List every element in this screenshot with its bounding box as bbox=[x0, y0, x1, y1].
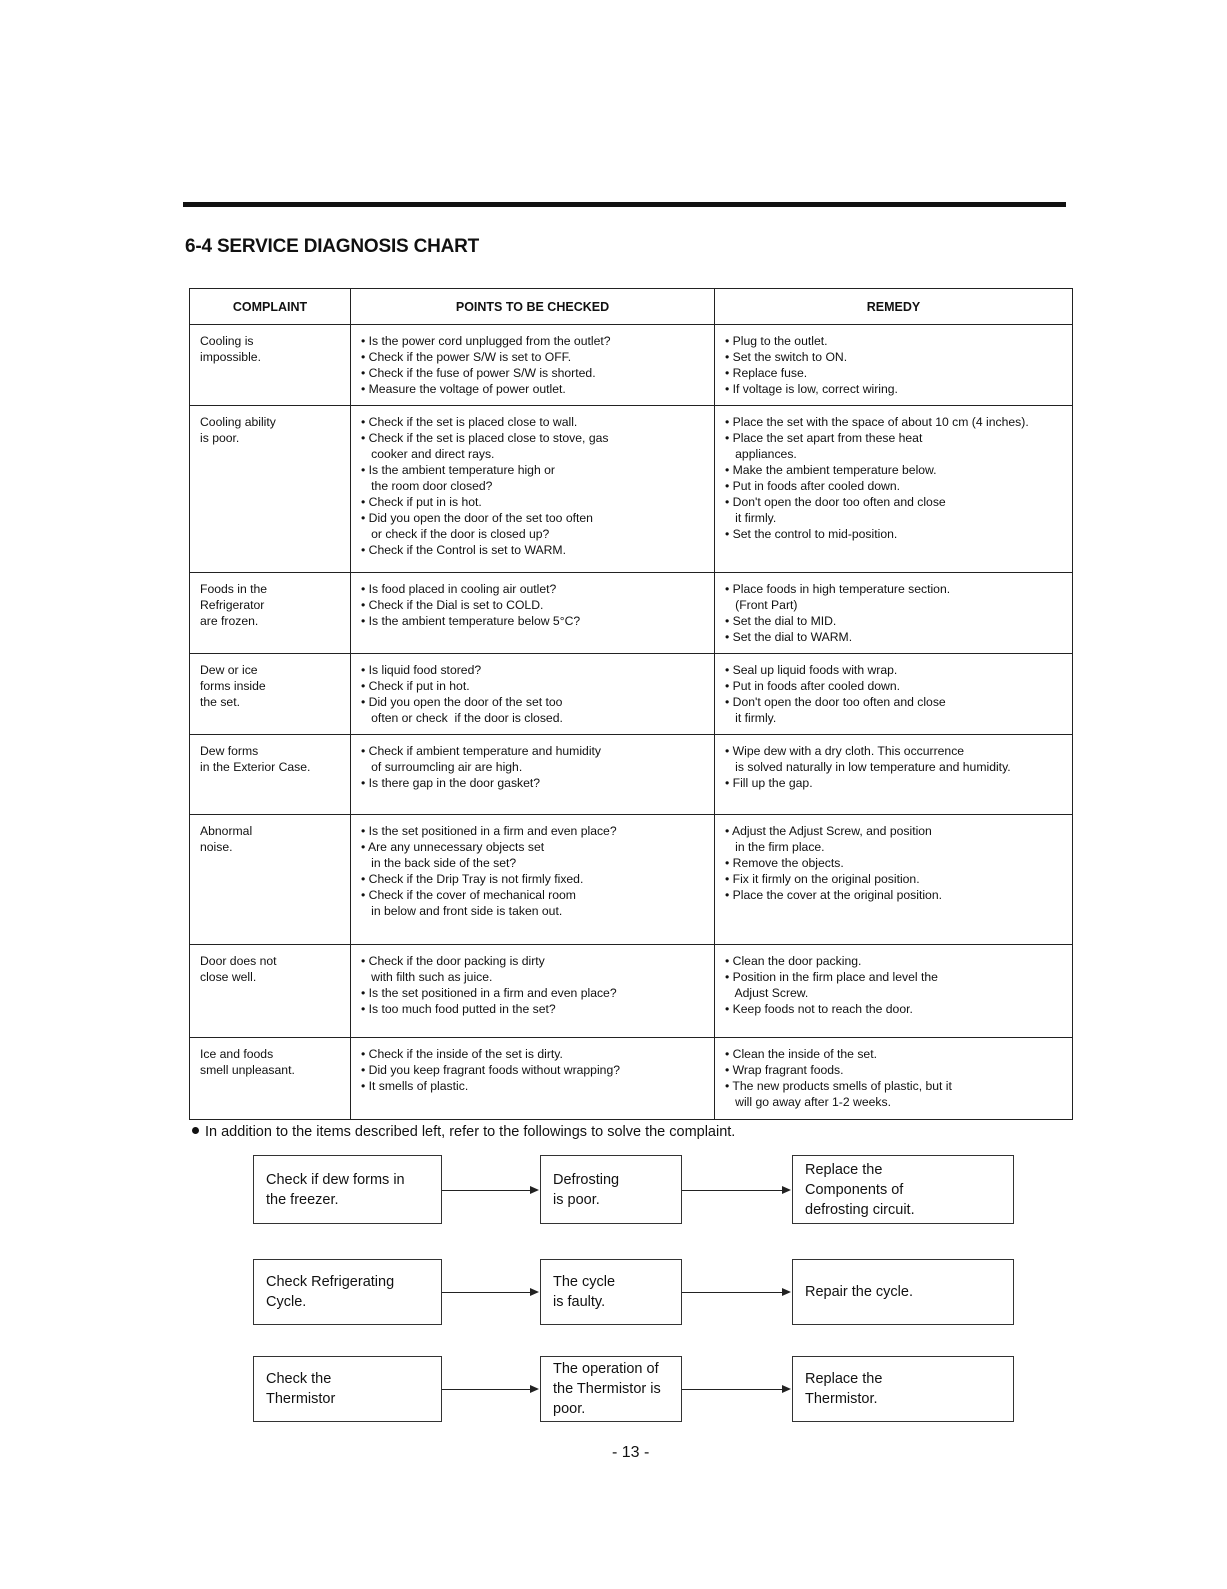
remedy-cell bbox=[715, 815, 1073, 945]
flow-text-line: the freezer. bbox=[266, 1192, 339, 1208]
cell-line: noise. bbox=[200, 840, 233, 854]
flow-text-line: The cycle bbox=[553, 1274, 616, 1290]
table-row bbox=[190, 945, 1073, 1038]
table-row bbox=[190, 735, 1073, 815]
remedy-cell bbox=[715, 945, 1073, 1038]
check-cell bbox=[351, 815, 715, 945]
flow-check-box bbox=[253, 1259, 442, 1325]
flow-text-line: Replace the bbox=[805, 1162, 883, 1178]
flow-text-line: The operation of bbox=[553, 1361, 659, 1377]
cell-line: Refrigerator bbox=[200, 598, 265, 612]
page-number: - 13 - bbox=[612, 1444, 650, 1461]
cell-line: Cooling ability bbox=[200, 415, 276, 429]
check-cell bbox=[351, 406, 715, 573]
cell-line: • Is food placed in cooling air outlet? bbox=[361, 582, 557, 596]
check-cell bbox=[351, 945, 715, 1038]
cell-line: of surroumcling air are high. bbox=[361, 760, 523, 774]
remedy-cell bbox=[715, 573, 1073, 654]
cell-line: cooker and direct rays. bbox=[361, 447, 495, 461]
flow-arrow-icon bbox=[442, 1190, 537, 1191]
flow-text-line: Thermistor. bbox=[805, 1391, 878, 1407]
flow-text-line: Check the bbox=[266, 1371, 332, 1387]
remedy-cell bbox=[715, 325, 1073, 406]
cell-line: • Set the dial to MID. bbox=[725, 614, 837, 628]
cell-line: Dew or ice bbox=[200, 663, 258, 677]
flow-text-line: Check Refrigerating bbox=[266, 1274, 395, 1290]
flow-text-line: Check if dew forms in bbox=[266, 1172, 405, 1188]
cell-line: • Put in foods after cooled down. bbox=[725, 679, 900, 693]
cell-line: • Is liquid food stored? bbox=[361, 663, 482, 677]
cell-line: the set. bbox=[200, 695, 240, 709]
remedy-cell bbox=[715, 1038, 1073, 1120]
cell-line: • Did you open the door of the set too often bbox=[361, 511, 593, 525]
cell-line: • Is the ambient temperature high or bbox=[361, 463, 555, 477]
cell-line: • Fill up the gap. bbox=[725, 776, 813, 790]
cell-line: • Wipe dew with a dry cloth. This occurrence bbox=[725, 744, 965, 758]
table-row bbox=[190, 406, 1073, 573]
check-cell bbox=[351, 654, 715, 735]
table-row bbox=[190, 654, 1073, 735]
cell-line: • Did you keep fragrant foods without wrapping? bbox=[361, 1063, 621, 1077]
cell-line: is poor. bbox=[200, 431, 240, 445]
flow-cause-box bbox=[540, 1356, 682, 1422]
flow-check-box bbox=[253, 1155, 442, 1224]
cell-line: • Plug to the outlet. bbox=[725, 334, 828, 348]
table-row bbox=[190, 1038, 1073, 1120]
flow-arrow-icon bbox=[682, 1389, 789, 1390]
diagnosis-table bbox=[189, 288, 1073, 1120]
flow-text-line: is poor. bbox=[553, 1192, 600, 1208]
cell-line: • Place foods in high temperature section. bbox=[725, 582, 951, 596]
cell-line: • Are any unnecessary objects set bbox=[361, 840, 545, 854]
cell-line: are frozen. bbox=[200, 614, 259, 628]
note-label: In addition to the items described left, refer to the followings to solve the complaint. bbox=[205, 1124, 736, 1140]
cell-line: • Check if the power S/W is set to OFF. bbox=[361, 350, 572, 364]
cell-line: in the firm place. bbox=[725, 840, 825, 854]
cell-line: is solved naturally in low temperature and humidity. bbox=[725, 760, 1011, 774]
cell-line: • Place the set with the space of about 10 cm (4 inches). bbox=[725, 415, 1029, 429]
cell-line: • Is the set positioned in a firm and even place? bbox=[361, 986, 617, 1000]
cell-line: Adjust Screw. bbox=[725, 986, 809, 1000]
complaint-cell bbox=[190, 735, 351, 815]
cell-line: • Keep foods not to reach the door. bbox=[725, 1002, 913, 1016]
cell-line: • Set the switch to ON. bbox=[725, 350, 848, 364]
table-row bbox=[190, 325, 1073, 406]
cell-line: • Check if the Control is set to WARM. bbox=[361, 543, 566, 557]
complaint-cell bbox=[190, 654, 351, 735]
cell-line: • It smells of plastic. bbox=[361, 1079, 469, 1093]
cell-line: Cooling is bbox=[200, 334, 254, 348]
cell-line: • If voltage is low, correct wiring. bbox=[725, 382, 898, 396]
cell-line: • Put in foods after cooled down. bbox=[725, 479, 900, 493]
cell-line: Dew forms bbox=[200, 744, 259, 758]
cell-line: • Did you open the door of the set too bbox=[361, 695, 563, 709]
cell-line: Abnormal bbox=[200, 824, 253, 838]
cell-line: • Remove the objects. bbox=[725, 856, 844, 870]
cell-line: • Is too much food putted in the set? bbox=[361, 1002, 556, 1016]
cell-line: • Wrap fragrant foods. bbox=[725, 1063, 844, 1077]
top-rule bbox=[183, 202, 1066, 207]
flow-text-line: poor. bbox=[553, 1401, 586, 1417]
complaint-cell bbox=[190, 325, 351, 406]
cell-line: it firmly. bbox=[725, 511, 777, 525]
cell-line: • Is the ambient temperature below 5°C? bbox=[361, 614, 581, 628]
cell-line: in the back side of the set? bbox=[361, 856, 517, 870]
table-body bbox=[190, 325, 1073, 1120]
table-header-row bbox=[190, 289, 1073, 325]
cell-line: • Check if the inside of the set is dirty. bbox=[361, 1047, 563, 1061]
cell-line: • The new products smells of plastic, but it bbox=[725, 1079, 952, 1093]
cell-line: or check if the door is closed up? bbox=[361, 527, 550, 541]
cell-line: • Check if the cover of mechanical room bbox=[361, 888, 576, 902]
cell-line: • Position in the firm place and level the bbox=[725, 970, 938, 984]
flow-text-line: defrosting circuit. bbox=[805, 1202, 915, 1218]
table-row bbox=[190, 573, 1073, 654]
cell-line: • Don't open the door too often and close bbox=[725, 495, 946, 509]
cell-line: Door does not bbox=[200, 954, 277, 968]
complaint-cell bbox=[190, 573, 351, 654]
cell-line: • Is the set positioned in a firm and even place? bbox=[361, 824, 617, 838]
cell-line: in below and front side is taken out. bbox=[361, 904, 563, 918]
cell-line: • Check if the Drip Tray is not firmly fixed. bbox=[361, 872, 584, 886]
complaint-cell bbox=[190, 1038, 351, 1120]
cell-line: the room door closed? bbox=[361, 479, 493, 493]
flow-text-line: Repair the cycle. bbox=[805, 1284, 913, 1300]
cell-line: • Check if the fuse of power S/W is shorted. bbox=[361, 366, 596, 380]
cell-line: • Set the control to mid-position. bbox=[725, 527, 898, 541]
cell-line: • Make the ambient temperature below. bbox=[725, 463, 937, 477]
cell-line: • Clean the door packing. bbox=[725, 954, 862, 968]
header-points-to-check: POINTS TO BE CHECKED bbox=[351, 289, 715, 325]
cell-line: often or check if the door is closed. bbox=[361, 711, 563, 725]
cell-line: • Check if ambient temperature and humidity bbox=[361, 744, 602, 758]
cell-line: • Check if the Dial is set to COLD. bbox=[361, 598, 544, 612]
cell-line: • Check if the door packing is dirty bbox=[361, 954, 545, 968]
flow-arrow-icon bbox=[682, 1292, 789, 1293]
complaint-cell bbox=[190, 945, 351, 1038]
cell-line: smell unpleasant. bbox=[200, 1063, 295, 1077]
header-remedy: REMEDY bbox=[715, 289, 1073, 325]
flow-text-line: Replace the bbox=[805, 1371, 883, 1387]
cell-line: with filth such as juice. bbox=[361, 970, 493, 984]
cell-line: impossible. bbox=[200, 350, 261, 364]
cell-line: forms inside bbox=[200, 679, 266, 693]
cell-line: • Check if the set is placed close to stove, gas bbox=[361, 431, 609, 445]
cell-line: it firmly. bbox=[725, 711, 777, 725]
cell-line: • Place the cover at the original position. bbox=[725, 888, 942, 902]
cell-line: • Fix it firmly on the original position. bbox=[725, 872, 920, 886]
cell-line: Foods in the bbox=[200, 582, 268, 596]
cell-line: (Front Part) bbox=[725, 598, 798, 612]
cell-line: • Adjust the Adjust Screw, and position bbox=[725, 824, 932, 838]
cell-line: • Seal up liquid foods with wrap. bbox=[725, 663, 898, 677]
flow-action-box bbox=[792, 1356, 1014, 1422]
cell-line: appliances. bbox=[725, 447, 797, 461]
cell-line: • Don't open the door too often and close bbox=[725, 695, 946, 709]
flow-arrow-icon bbox=[442, 1292, 537, 1293]
flow-arrow-icon bbox=[442, 1389, 537, 1390]
header-complaint: COMPLAINT bbox=[190, 289, 351, 325]
flow-action-box bbox=[792, 1259, 1014, 1325]
flow-text-line: is faulty. bbox=[553, 1294, 606, 1310]
cell-line: will go away after 1-2 weeks. bbox=[725, 1095, 891, 1109]
check-cell bbox=[351, 1038, 715, 1120]
flow-arrow-icon bbox=[682, 1190, 789, 1191]
cell-line: • Clean the inside of the set. bbox=[725, 1047, 877, 1061]
complaint-cell bbox=[190, 815, 351, 945]
cell-line: • Check if put in is hot. bbox=[361, 495, 482, 509]
bullet-icon bbox=[192, 1127, 199, 1134]
flow-text-line: Components of bbox=[805, 1182, 904, 1198]
check-cell bbox=[351, 735, 715, 815]
flow-action-box bbox=[792, 1155, 1014, 1224]
flow-cause-box bbox=[540, 1155, 682, 1224]
flow-cause-box bbox=[540, 1259, 682, 1325]
flow-text-line: the Thermistor is bbox=[553, 1381, 661, 1397]
flow-text-line: Defrosting bbox=[553, 1172, 620, 1188]
cell-line: close well. bbox=[200, 970, 257, 984]
check-cell bbox=[351, 573, 715, 654]
cell-line: Ice and foods bbox=[200, 1047, 274, 1061]
table-row bbox=[190, 815, 1073, 945]
check-cell bbox=[351, 325, 715, 406]
cell-line: • Place the set apart from these heat bbox=[725, 431, 923, 445]
cell-line: • Is there gap in the door gasket? bbox=[361, 776, 541, 790]
flow-text-line: Cycle. bbox=[266, 1294, 307, 1310]
cell-line: • Replace fuse. bbox=[725, 366, 808, 380]
note-text bbox=[192, 1124, 735, 1140]
remedy-cell bbox=[715, 406, 1073, 573]
remedy-cell bbox=[715, 654, 1073, 735]
cell-line: • Measure the voltage of power outlet. bbox=[361, 382, 566, 396]
complaint-cell bbox=[190, 406, 351, 573]
remedy-cell bbox=[715, 735, 1073, 815]
cell-line: • Is the power cord unplugged from the outlet? bbox=[361, 334, 611, 348]
cell-line: in the Exterior Case. bbox=[200, 760, 311, 774]
flow-text-line: Thermistor bbox=[266, 1391, 336, 1407]
cell-line: • Check if the set is placed close to wall. bbox=[361, 415, 578, 429]
flow-check-box bbox=[253, 1356, 442, 1422]
cell-line: • Set the dial to WARM. bbox=[725, 630, 853, 644]
page-title: 6-4 SERVICE DIAGNOSIS CHART bbox=[185, 236, 480, 257]
cell-line: • Check if put in hot. bbox=[361, 679, 470, 693]
